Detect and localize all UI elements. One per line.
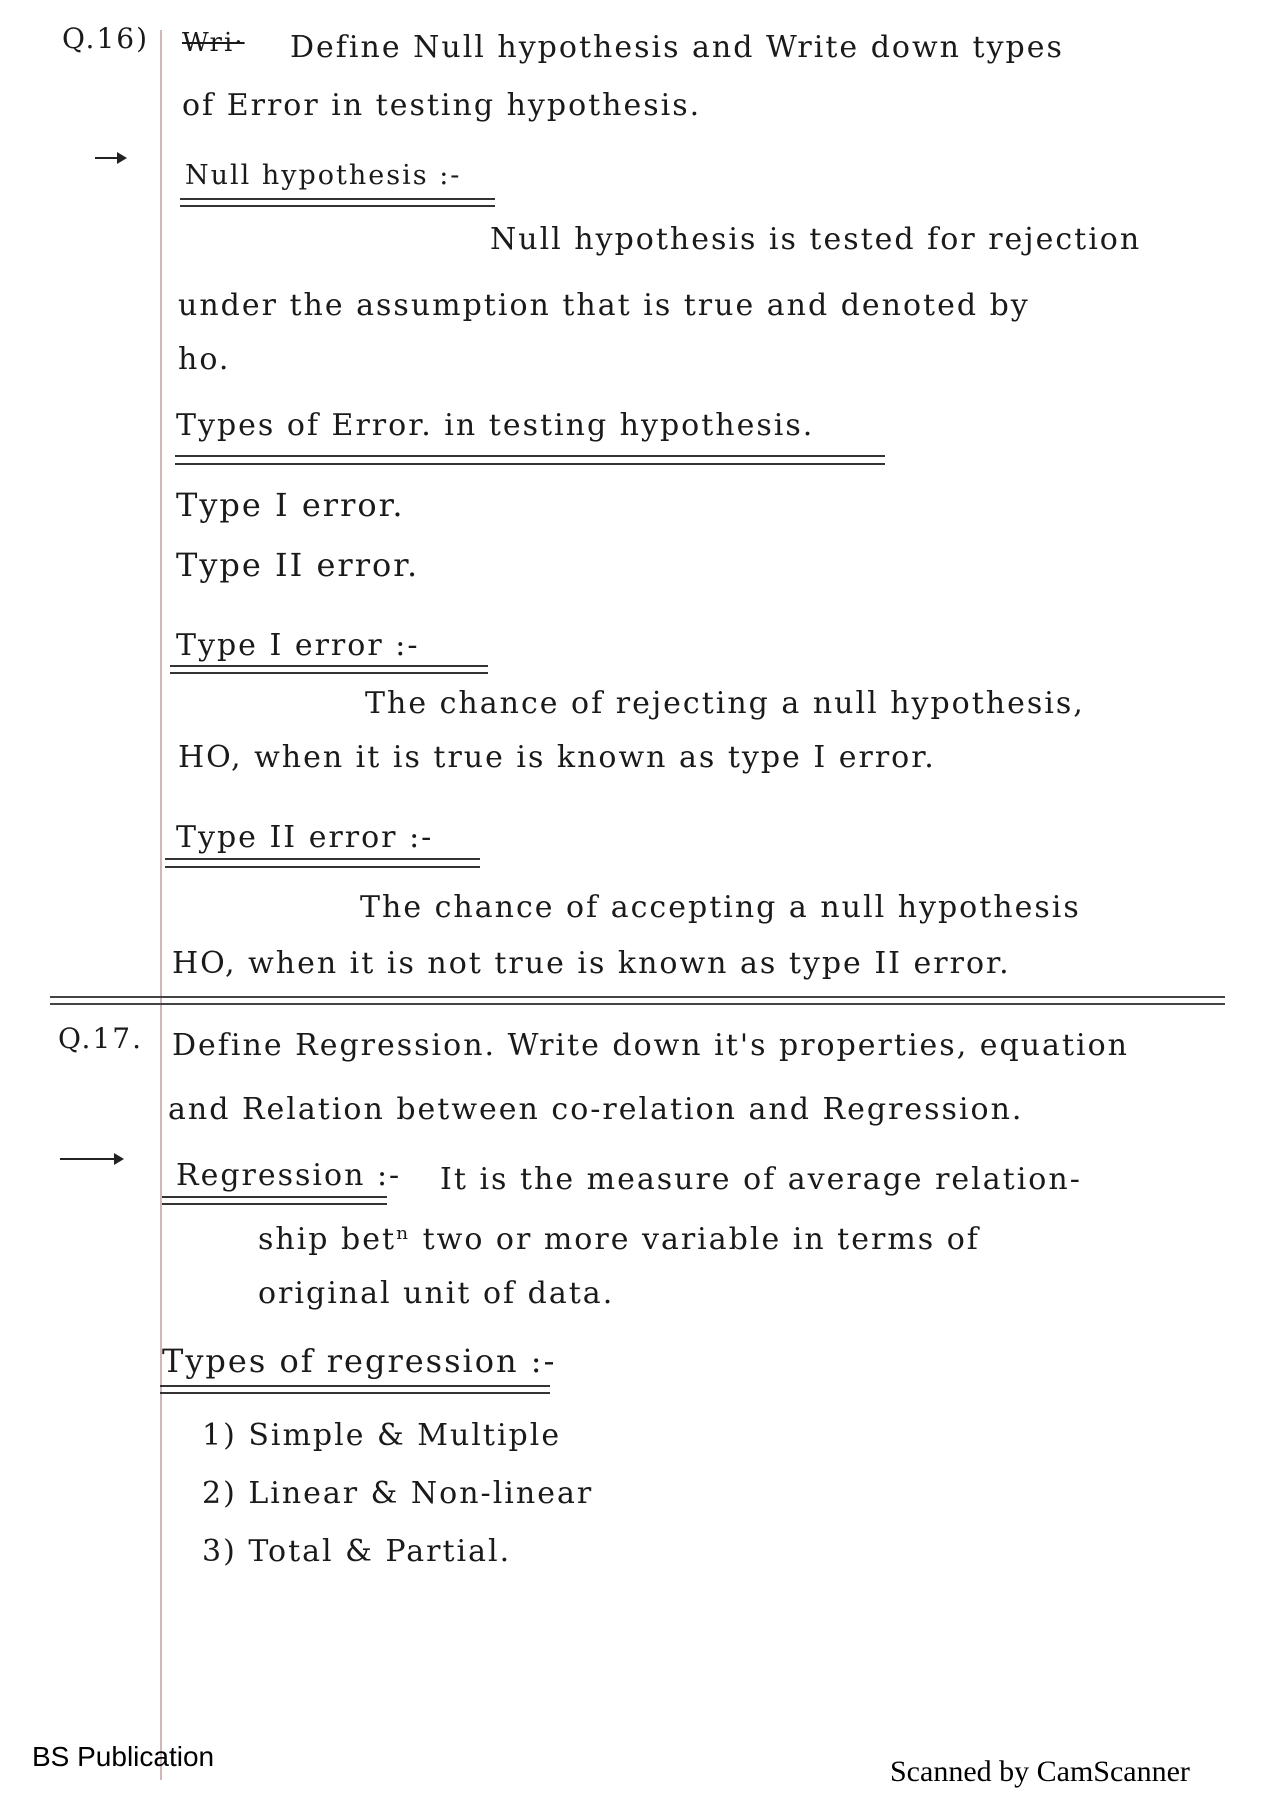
type1-line1: The chance of rejecting a null hypothesis,	[365, 686, 1085, 721]
regression-type-2: 2) Linear & Non-linear	[202, 1476, 594, 1511]
publisher-label: BS Publication	[32, 1741, 215, 1772]
regression-def-line3: original unit of data.	[258, 1276, 615, 1311]
underline	[162, 1203, 387, 1205]
section-divider	[50, 996, 1225, 998]
question-number-16: Q.16)	[62, 22, 150, 55]
type2-heading: Type II error :-	[176, 820, 434, 855]
underline	[165, 858, 480, 860]
section-divider	[50, 1003, 1225, 1005]
regression-type-1: 1) Simple & Multiple	[202, 1418, 562, 1453]
underline	[180, 205, 495, 207]
q17-question-line2: and Relation between co-relation and Regression.	[168, 1092, 1024, 1127]
underline	[160, 1392, 550, 1394]
q17-question-line1: Define Regression. Write down it's properties, equation	[172, 1028, 1129, 1063]
types-of-regression-heading: Types of regression :-	[162, 1342, 557, 1380]
null-def-line2: under the assumption that is true and denoted by	[178, 288, 1030, 323]
underline	[175, 463, 885, 465]
type-item-1: Type I error.	[176, 486, 405, 524]
type1-line2: HO, when it is true is known as type I error.	[178, 740, 936, 775]
margin-line	[160, 30, 162, 1780]
q16-question-line2: of Error in testing hypothesis.	[182, 88, 702, 123]
types-of-error-heading: Types of Error. in testing hypothesis.	[176, 408, 815, 443]
underline	[170, 665, 488, 667]
type2-line1: The chance of accepting a null hypothesis	[360, 890, 1081, 925]
underline	[160, 1385, 550, 1387]
underline	[165, 866, 480, 868]
underline	[180, 198, 495, 200]
type1-heading: Type I error :-	[176, 628, 420, 663]
underline	[175, 455, 885, 457]
type-item-2: Type II error.	[176, 546, 420, 584]
question-number-17: Q.17.	[58, 1022, 143, 1055]
regression-def-line2: ship betⁿ two or more variable in terms of	[258, 1222, 980, 1257]
regression-def-line1: It is the measure of average relation-	[440, 1162, 1082, 1197]
struck-text: Wri·	[182, 28, 245, 58]
answer-arrow-icon	[95, 157, 125, 159]
underline	[170, 672, 488, 674]
scanner-watermark: Scanned by CamScanner	[890, 1755, 1190, 1788]
answer-arrow-icon	[60, 1158, 122, 1160]
regression-type-3: 3) Total & Partial.	[202, 1534, 512, 1569]
regression-heading: Regression :-	[176, 1158, 402, 1193]
q16-question-line1: Define Null hypothesis and Write down types	[290, 30, 1064, 65]
type2-line2: HO, when it is not true is known as type II error.	[172, 946, 1011, 981]
null-def-line3: ho.	[178, 342, 231, 377]
null-hypothesis-heading: Null hypothesis :-	[185, 160, 462, 191]
null-def-line1: Null hypothesis is tested for rejection	[490, 222, 1142, 257]
underline	[162, 1196, 387, 1198]
